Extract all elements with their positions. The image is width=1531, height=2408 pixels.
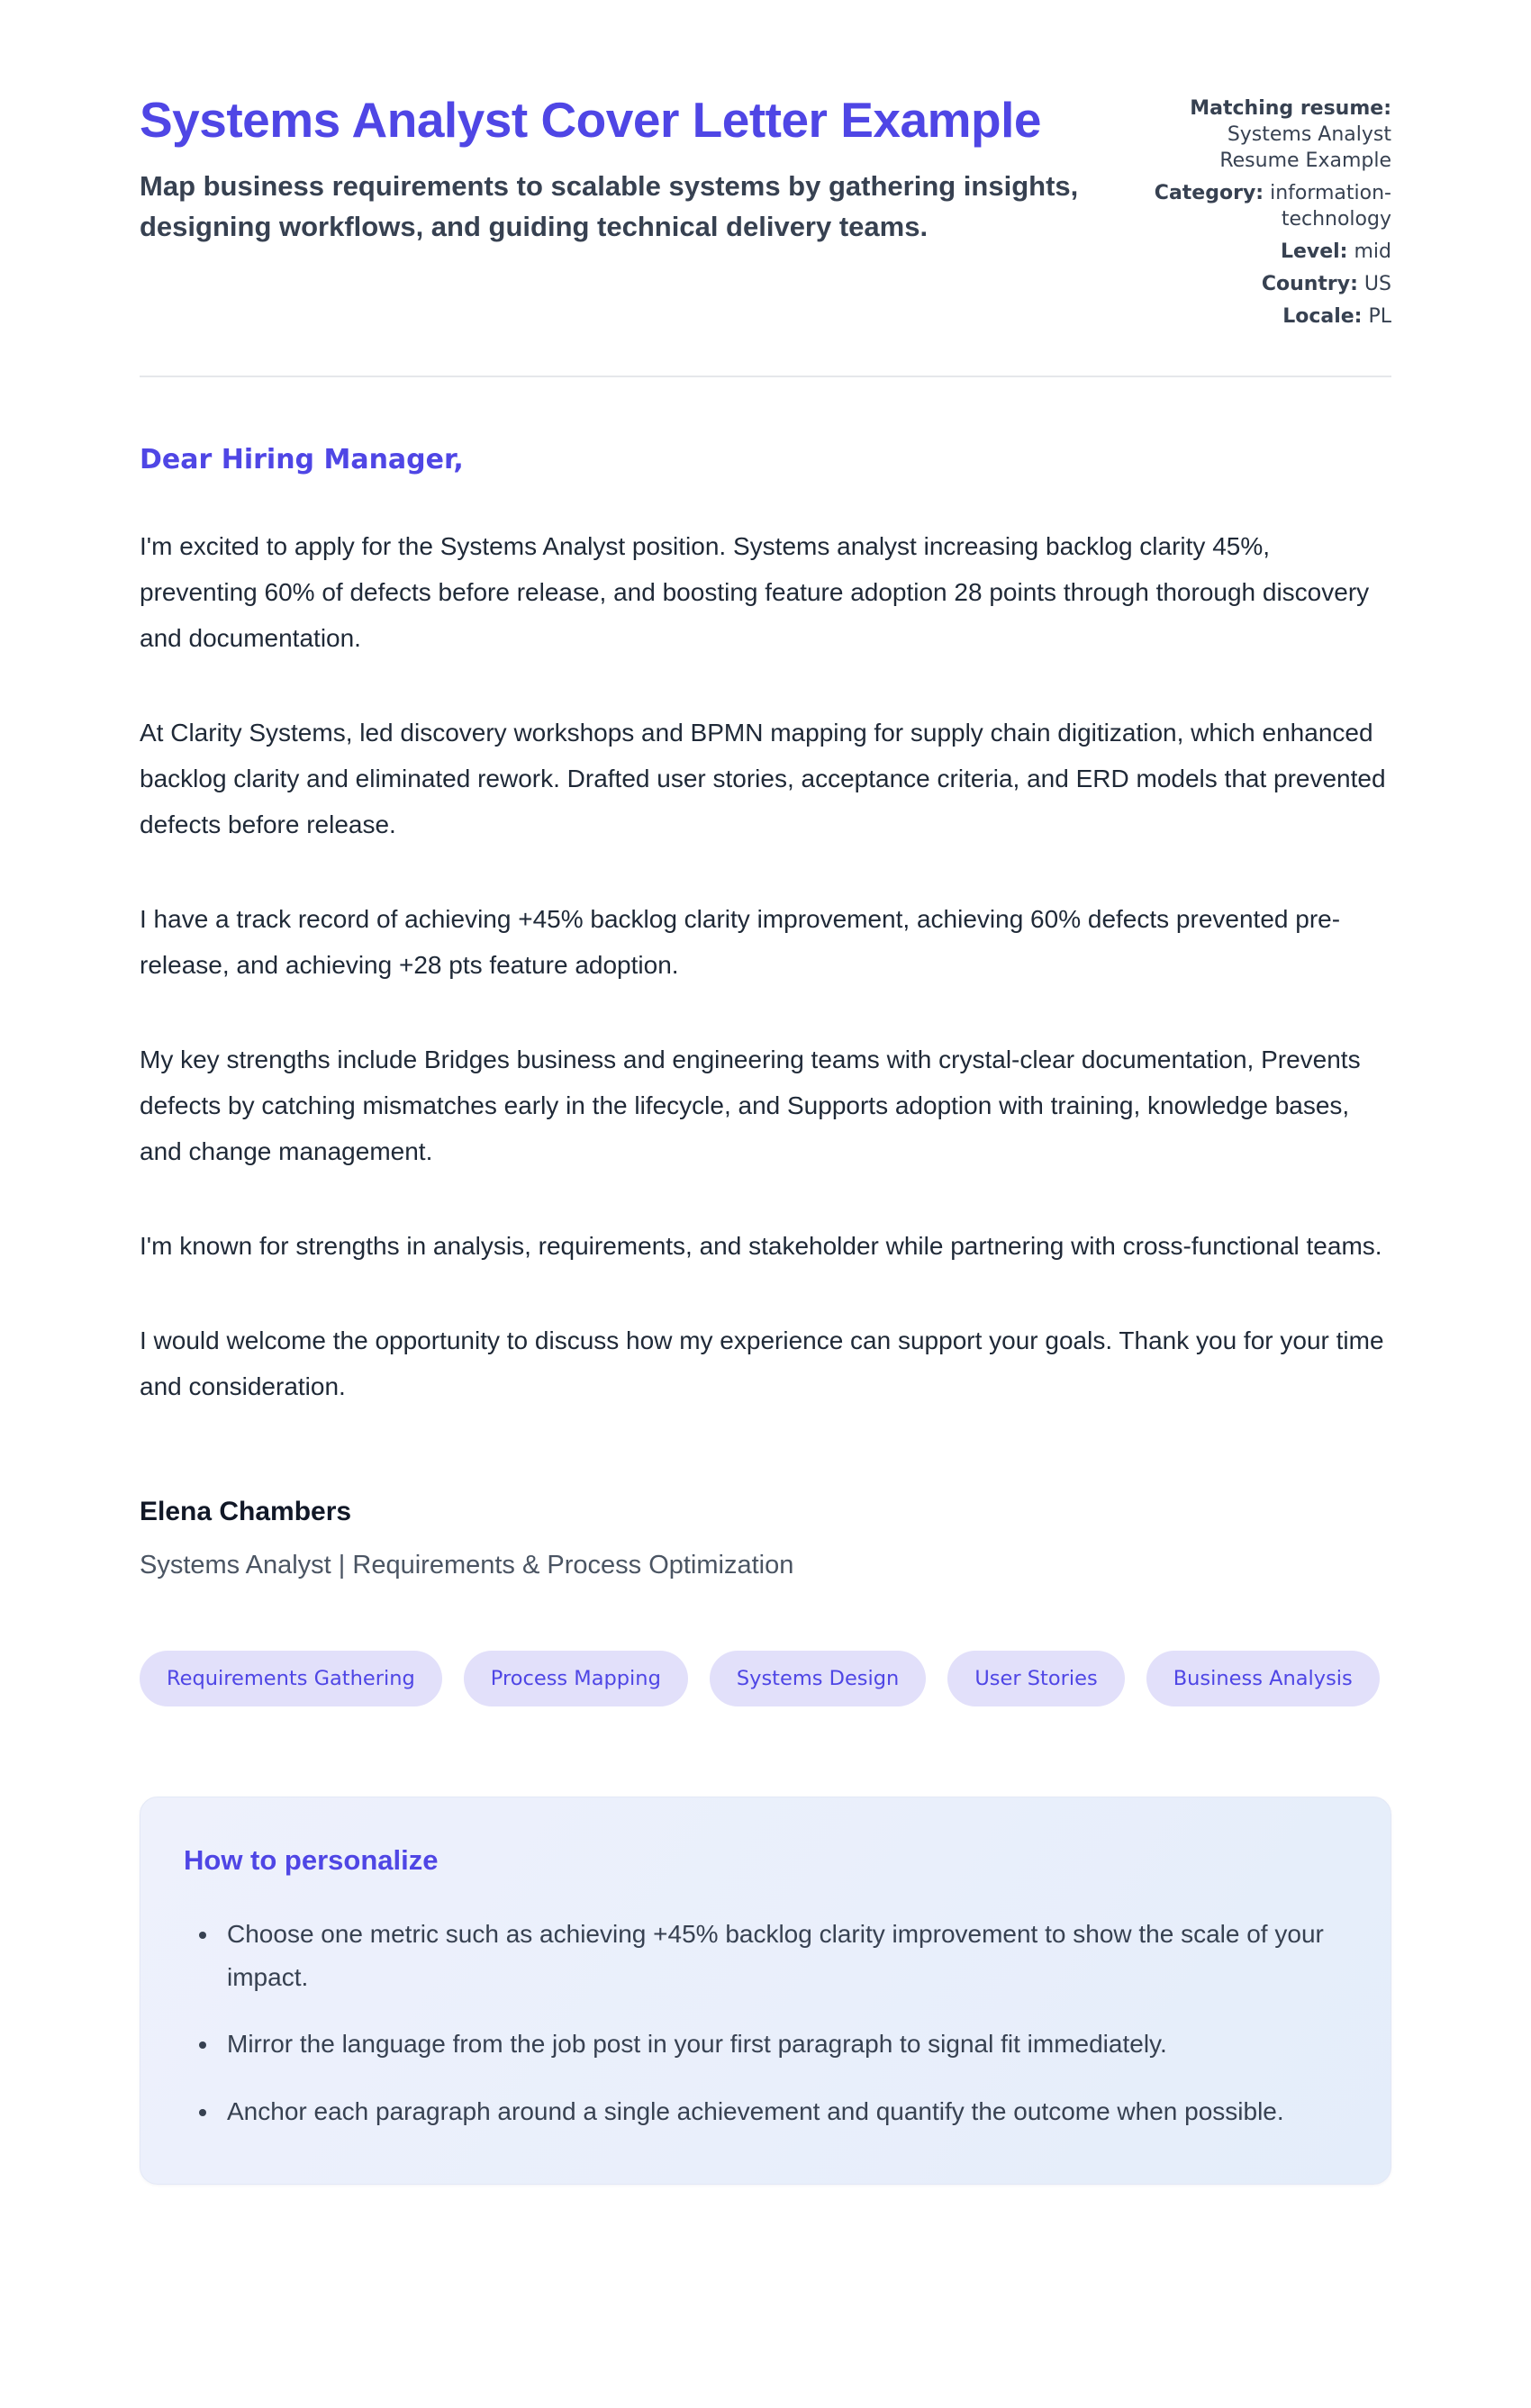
tag-user-stories[interactable]: User Stories <box>947 1651 1124 1707</box>
signature-name: Elena Chambers <box>140 1496 352 1526</box>
signature-title: Systems Analyst | Requirements & Process Optimization <box>140 1550 794 1580</box>
meta-item-locale <box>1146 303 1391 330</box>
meta-label: Category: <box>1154 182 1264 205</box>
meta-label: Matching resume: <box>1190 97 1391 120</box>
tip-item: • Choose one metric such as achieving +45% backlog clarity improvement to show the scale of your impact. <box>220 1913 1344 1999</box>
resume-meta-block <box>1146 90 1391 336</box>
tag-requirements-gathering[interactable]: Requirements Gathering <box>140 1651 442 1707</box>
header <box>140 90 1391 336</box>
page-title: Systems Analyst Cover Letter Example <box>140 92 1041 148</box>
skill-tags <box>140 1651 1391 1707</box>
personalize-heading: How to personalize <box>184 1844 439 1877</box>
letter-paragraph: I have a track record of achieving +45% backlog clarity improvement, achieving 60% defects prevented pre-release, and achieving +28 pts feature adoption. <box>140 904 1341 979</box>
tip-item: • Anchor each paragraph around a single achievement and quantify the outcome when possible. <box>220 2090 1344 2133</box>
tip-item: • Mirror the language from the job post in your first paragraph to signal fit immediately. <box>220 2023 1344 2066</box>
meta-value: mid <box>1354 240 1391 264</box>
letter-greeting: Dear Hiring Manager, <box>140 444 464 476</box>
meta-label: Locale: <box>1282 305 1363 329</box>
header-divider <box>140 376 1391 377</box>
meta-item-matching-resume <box>1146 95 1391 174</box>
meta-item-country <box>1146 271 1391 297</box>
letter-paragraph: My key strengths include Bridges business and engineering teams with crystal-clear documentation, Prevents defects by catching mismatches early in the lifecycle, and Supports adoption with training, knowledge bases, and change management. <box>140 1045 1361 1165</box>
cover-letter-body <box>140 444 1391 1580</box>
tag-process-mapping[interactable]: Process Mapping <box>464 1651 688 1707</box>
letter-paragraph: I'm excited to apply for the Systems Analyst position. Systems analyst increasing backlog clarity 45%, preventing 60% of defects before release, and boosting feature adoption 28 points through thorough discovery and documentation. <box>140 532 1370 653</box>
meta-label: Country: <box>1261 273 1358 296</box>
letter-paragraph: I'm known for strengths in analysis, requirements, and stakeholder while partnering with cross-functional teams. <box>140 1231 1382 1260</box>
letter-paragraph: I would welcome the opportunity to discuss how my experience can support your goals. Thank you for your time and consideration. <box>140 1326 1384 1400</box>
header-title-block <box>140 90 1094 248</box>
meta-item-level <box>1146 239 1391 265</box>
letter-paragraph: At Clarity Systems, led discovery workshops and BPMN mapping for supply chain digitization, which enhanced backlog clarity and eliminated rework. Drafted user stories, acceptance criteria, and ERD models that prevented defects before release. <box>140 719 1386 839</box>
meta-value: Systems Analyst Resume Example <box>1219 123 1391 173</box>
meta-value: information-technology <box>1270 182 1391 231</box>
meta-value: PL <box>1368 305 1391 329</box>
meta-item-category <box>1146 180 1391 232</box>
meta-label: Level: <box>1280 240 1348 264</box>
tag-business-analysis[interactable]: Business Analysis <box>1146 1651 1380 1707</box>
tag-systems-design[interactable]: Systems Design <box>710 1651 926 1707</box>
page-subtitle: Map business requirements to scalable systems by gathering insights, designing workflows, and guiding technical delivery teams. <box>140 170 1079 243</box>
meta-value: US <box>1363 273 1391 296</box>
page-container <box>140 0 1391 2185</box>
personalize-card <box>140 1797 1391 2185</box>
personalize-tips-list <box>184 1913 1344 2133</box>
